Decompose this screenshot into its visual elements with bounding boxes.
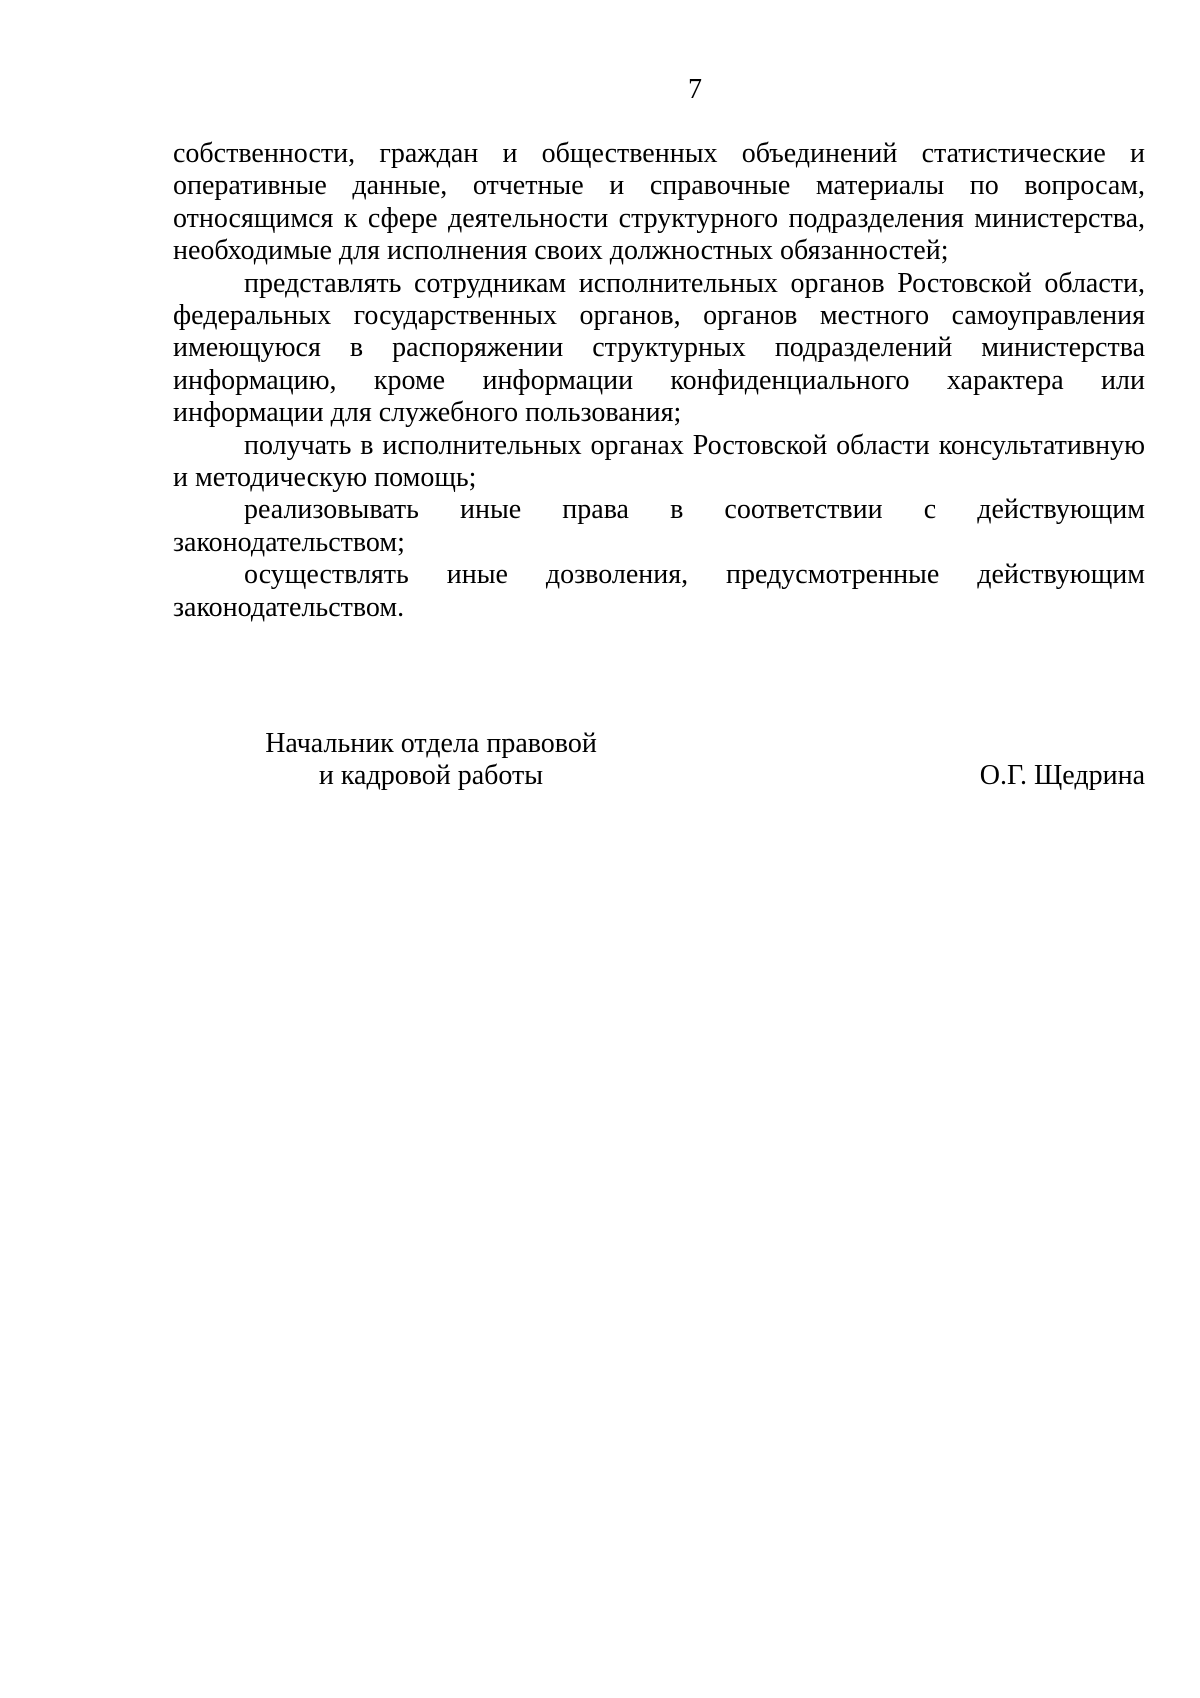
paragraph-3: получать в исполнительных органах Ростовской области консультативную и методическую помощь; [173, 429, 1145, 494]
paragraph-5: осуществлять иные дозволения, предусмотренные действующим законодательством. [173, 559, 1145, 623]
page-number: 7 [688, 74, 702, 105]
signatory-name: О.Г. Щедрина [979, 760, 1145, 791]
signatory-position [251, 728, 611, 793]
paragraph-4: реализовывать иные права в соответствии с действующим законодательством; [173, 494, 1145, 558]
document-body [173, 138, 1145, 624]
paragraph-2: представлять сотрудникам исполнительных органов Ростовской области, федеральных государственных органов, органов местного самоуправления имеющуюся в распоряжении структурных подразделений министерства информацию, кроме информации конфиденциального характера или информации для служебного пользования; [173, 267, 1145, 429]
signatory-position-line-2: и кадровой работы [318, 760, 544, 792]
paragraph-1: собственности, граждан и общественных объединений статистические и оперативные данные, отчетные и справочные материалы по вопросам, относящимся к сфере деятельности структурного подразделения министерства, необходимые для исполнения своих должностных обязанностей; [173, 138, 1145, 267]
signature-block [173, 728, 1145, 798]
signatory-position-line-1: Начальник отдела правовой [265, 728, 597, 759]
